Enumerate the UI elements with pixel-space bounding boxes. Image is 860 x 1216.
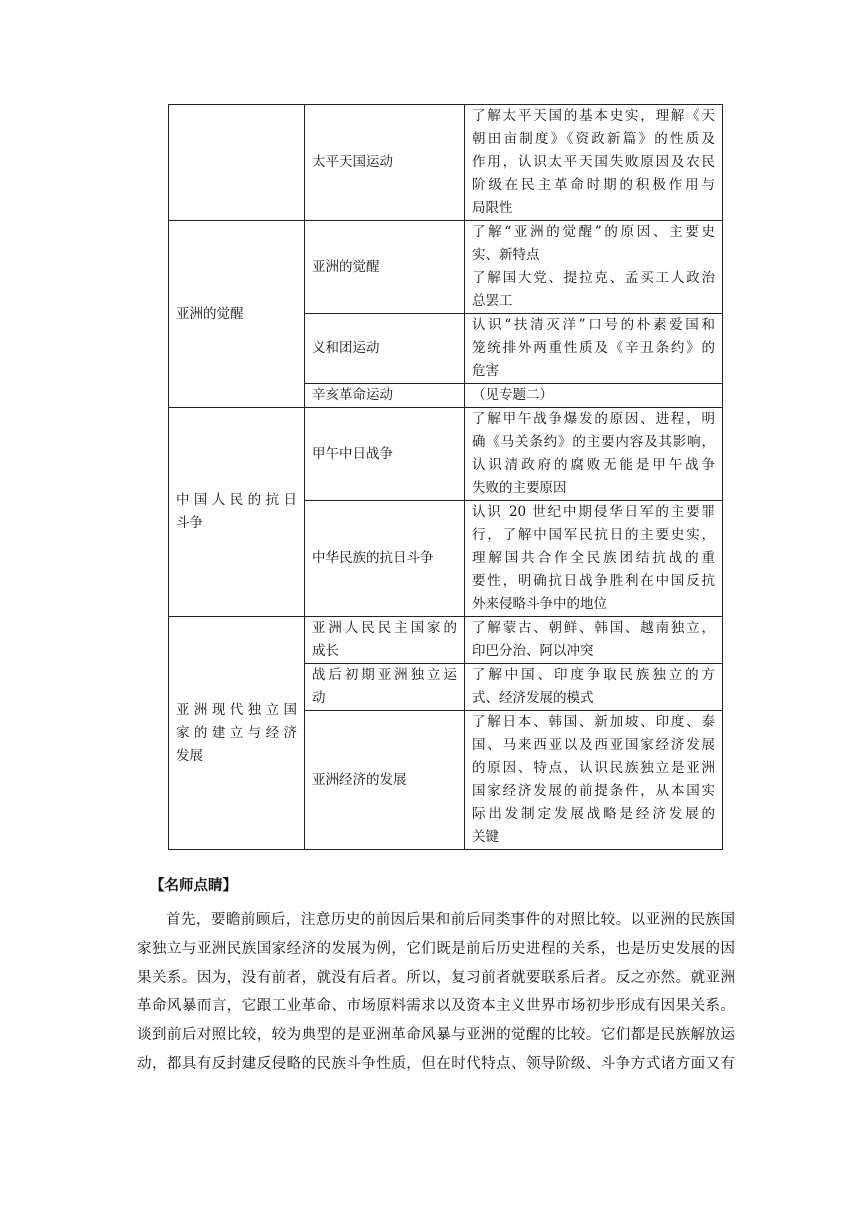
requirement-line: 外来侵略斗争中的地位 bbox=[472, 596, 607, 612]
requirement-line: 了解太平天国的基本史实，理解《天 bbox=[472, 108, 715, 124]
table-row bbox=[169, 105, 723, 221]
requirement-cell bbox=[465, 105, 723, 221]
subtopic-line: 辛亥革命运动 bbox=[312, 387, 393, 403]
subtopic-cell bbox=[305, 501, 465, 617]
subtopic-cell bbox=[305, 408, 465, 501]
paragraph-line: 家独立与亚洲民族国家经济的发展为例，它们既是前后历史进程的关系，也是历史发展的因 bbox=[137, 940, 735, 957]
subtopic-cell bbox=[305, 314, 465, 384]
requirement-line: 理解国共合作全民族团结抗战的重 bbox=[472, 550, 715, 566]
paragraph-line: 果关系。因为，没有前者，就没有后者。所以，复习前者就要联系后者。反之亦然。就亚洲 bbox=[137, 969, 735, 986]
paragraph-line: 谈到前后对照比较，较为典型的是亚洲革命风暴与亚洲的觉醒的比较。它们都是民族解放运 bbox=[137, 1027, 735, 1044]
subtopic-line: 太平天国运动 bbox=[312, 154, 393, 170]
paragraph-line: 革命风暴而言，它跟工业革命、市场原料需求以及资本主义世界市场初步形成有因果关系。 bbox=[137, 998, 735, 1015]
table-row bbox=[169, 617, 723, 664]
requirement-line: 了解国大党、提拉克、孟买工人政治 bbox=[472, 270, 715, 286]
subtopic-cell bbox=[305, 105, 465, 221]
tips-heading: 【名师点睛】 bbox=[150, 877, 237, 894]
requirement-line: 笼统排外两重性质及《辛丑条约》的 bbox=[472, 340, 715, 356]
requirement-line: 式、经济发展的模式 bbox=[472, 690, 594, 706]
topic-line: 中国人民的抗日 bbox=[176, 492, 297, 508]
subtopic-line: 亚洲经济的发展 bbox=[312, 771, 407, 788]
table-row bbox=[169, 221, 723, 314]
requirement-line: 了解蒙古、朝鲜、韩国、越南独立， bbox=[472, 620, 715, 636]
requirement-line: （见专题二） bbox=[472, 387, 553, 403]
requirement-line: 总罢工 bbox=[472, 293, 513, 309]
topic-line: 家的建立与经济 bbox=[176, 724, 297, 741]
requirement-cell bbox=[465, 384, 723, 408]
table-row bbox=[169, 408, 723, 501]
paragraph-line: 首先，要瞻前顾后，注意历史的前因后果和前后同类事件的对照比较。以亚洲的民族国 bbox=[166, 912, 735, 928]
tips-paragraph bbox=[137, 906, 735, 1079]
subtopic-line: 亚洲人民民主国家的 bbox=[312, 620, 457, 636]
table-body bbox=[169, 105, 723, 850]
requirement-line: 际出发制定发展战略是经济发展的 bbox=[472, 806, 715, 822]
requirement-line: 要性，明确抗日战争胜利在中国反抗 bbox=[472, 573, 715, 589]
requirement-cell bbox=[465, 711, 723, 850]
topic-line: 亚洲的觉醒 bbox=[176, 305, 244, 322]
subtopic-line: 战后初期亚洲独立运 bbox=[312, 667, 457, 683]
requirement-line: 的原因、特点，认识民族独立是亚洲 bbox=[472, 760, 715, 776]
requirement-line: 认识“扶清灭洋”口号的朴素爱国和 bbox=[472, 317, 715, 333]
requirement-line: 国家经济发展的前提条件，从本国实 bbox=[472, 783, 715, 799]
requirement-line: 实、新特点 bbox=[472, 247, 540, 263]
requirement-line: 危害 bbox=[472, 363, 499, 379]
topic-cell bbox=[169, 617, 305, 850]
requirement-cell bbox=[465, 501, 723, 617]
subtopic-cell bbox=[305, 221, 465, 314]
requirement-line: 了解日本、韩国、新加坡、印度、泰 bbox=[472, 714, 715, 730]
subtopic-line: 中华民族的抗日斗争 bbox=[312, 550, 434, 566]
requirement-line: 失败的主要原因 bbox=[472, 480, 567, 496]
curriculum-table bbox=[168, 104, 723, 850]
requirement-cell bbox=[465, 221, 723, 314]
subtopic-cell bbox=[305, 664, 465, 711]
requirement-line: 行，了解中国军民抗日的主要史实， bbox=[472, 527, 715, 543]
requirement-cell bbox=[465, 408, 723, 501]
subtopic-line: 义和团运动 bbox=[312, 340, 380, 356]
requirement-line: 认识 20 世纪中期侵华日军的主要罪 bbox=[472, 504, 715, 520]
requirement-line: 作用，认识太平天国失败原因及农民 bbox=[472, 154, 715, 170]
topic-cell bbox=[169, 105, 305, 221]
requirement-line: 局限性 bbox=[472, 200, 513, 216]
requirement-cell bbox=[465, 314, 723, 384]
subtopic-cell bbox=[305, 617, 465, 664]
subtopic-cell bbox=[305, 711, 465, 850]
subtopic-line: 动 bbox=[312, 690, 326, 706]
topic-cell bbox=[169, 408, 305, 617]
requirement-line: 了解中国、印度争取民族独立的方 bbox=[472, 667, 715, 683]
requirement-line: 了解甲午战争爆发的原因、进程，明 bbox=[472, 411, 715, 427]
paragraph-line: 动，都具有反封建反侵略的民族斗争性质，但在时代特点、领导阶级、斗争方式诸方面又有 bbox=[137, 1055, 735, 1072]
requirement-line: 印巴分治、阿以冲突 bbox=[472, 643, 594, 659]
topic-line: 斗争 bbox=[176, 515, 203, 531]
topic-cell bbox=[169, 221, 305, 408]
requirement-line: 关键 bbox=[472, 829, 499, 845]
topic-line: 发展 bbox=[176, 747, 203, 764]
topic-line: 亚洲现代独立国 bbox=[176, 701, 297, 718]
subtopic-line: 亚洲的觉醒 bbox=[312, 258, 380, 275]
requirement-line: 认识清政府的腐败无能是甲午战争 bbox=[472, 457, 715, 473]
subtopic-line: 甲午中日战争 bbox=[312, 445, 393, 462]
requirement-line: 了解“亚洲的觉醒”的原因、主要史 bbox=[472, 224, 715, 240]
requirement-cell bbox=[465, 617, 723, 664]
requirement-line: 朝田亩制度》《资政新篇》的性质及 bbox=[472, 131, 715, 147]
requirement-line: 阶级在民主革命时期的积极作用与 bbox=[472, 177, 715, 193]
requirement-cell bbox=[465, 664, 723, 711]
subtopic-cell bbox=[305, 384, 465, 408]
requirement-line: 确《马关条约》的主要内容及其影响， bbox=[472, 434, 715, 450]
requirement-line: 国、马来西亚以及西亚国家经济发展 bbox=[472, 737, 715, 753]
subtopic-line: 成长 bbox=[312, 643, 339, 659]
